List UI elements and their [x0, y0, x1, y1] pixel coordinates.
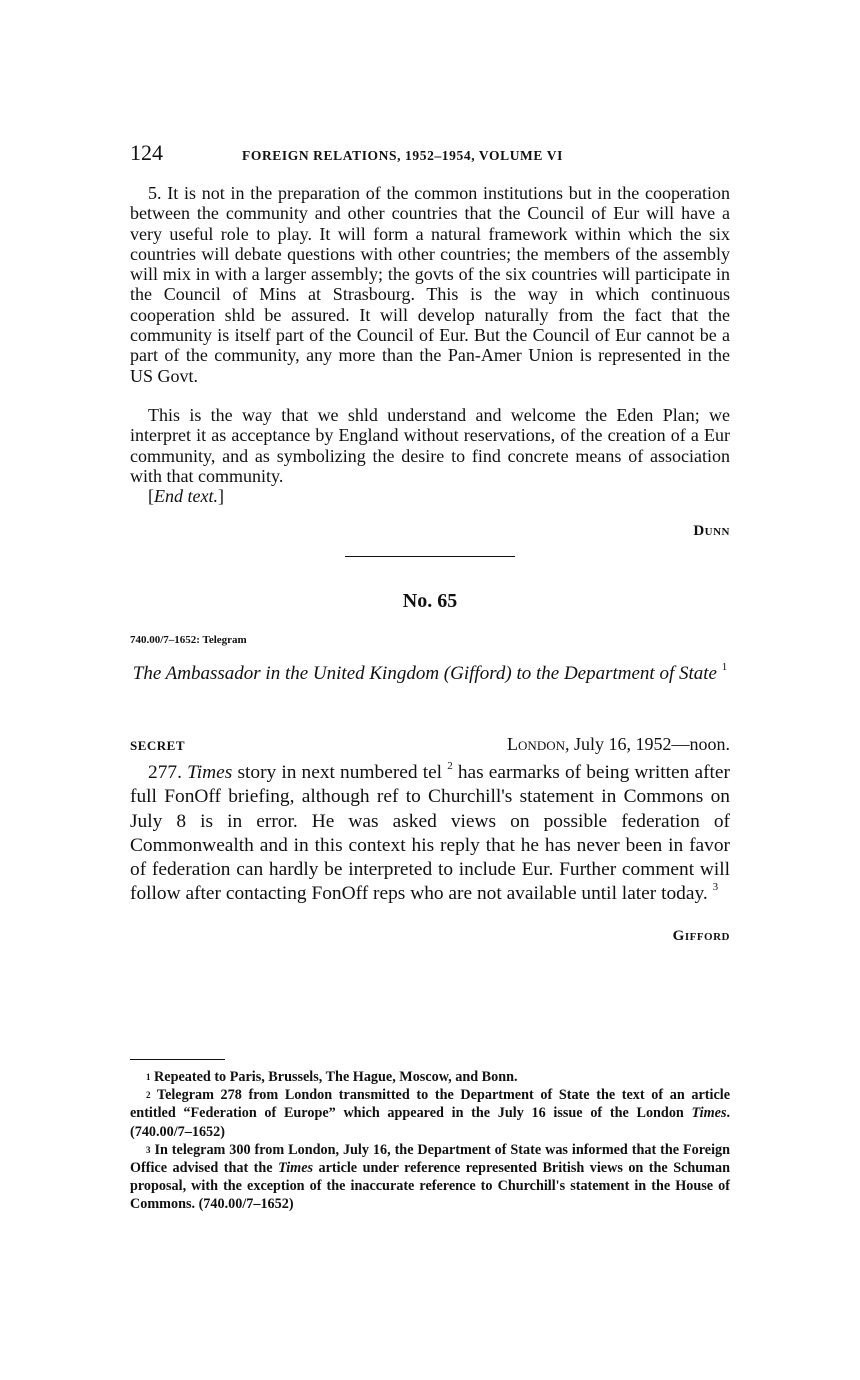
paragraph-5-text: 5. It is not in the preparation of the common institutions but in the cooperation between the community and other countries that the Council of Eur will have a very useful role to play. It will form a natural framework within which the six countries will debate questions with other countries; the members of the assembly will mix in with a larger assembly; the govts of the six countries will participate in the Council of Mins at Strasbourg. This is the way in which continuous cooperation shld be assured. It will develop naturally from the fact that the community is itself part of the Council of Eur. But the Council of Eur cannot be a part of the community, any more than the Pan-Amer Union is represented in the US Govt.: [130, 183, 730, 386]
telegram-paragraph: 277. Times story in next numbered tel $^2$ has earmarks of being written after full FonOff briefing, although ref to Churchill's statement in Commons on July 8 is in error. He was asked views on possible federation of Commonwealth and in this context his reply that he has never been in favor of federation can hardly be interpreted to include Eur. Further comment will follow after contacting FonOff reps who are not available until later today. $^3$: [130, 760, 730, 905]
footnote-rule: [130, 1059, 225, 1060]
place-date: [507, 734, 730, 755]
page-header: [130, 140, 730, 170]
footnote-ref-1: 1: [721, 661, 728, 673]
footnote-3: $^3$ In telegram 300 from London, July 16, the Department of State was informed that the Foreign Office advised that the Times article under reference represented British views on the Schuman proposal, with the exception of the inaccurate reference to Churchill's statement in the House of Commons. (740.00/7–1652): [130, 1141, 731, 1213]
end-text-marker: [End text.]: [148, 486, 224, 506]
document-title-text: The Ambassador in the United Kingdom (Gifford) to the Department of State: [132, 663, 717, 684]
document-title: [130, 662, 730, 686]
signature-gifford: Gifford: [672, 928, 730, 944]
page-number: 124: [130, 140, 163, 165]
running-head: FOREIGN RELATIONS, 1952–1954, VOLUME VI: [242, 148, 563, 163]
place: London,: [507, 734, 570, 754]
signature-dunn: Dunn: [693, 523, 730, 539]
footnote-ref-3: 3: [712, 881, 719, 894]
telegram-body: [130, 761, 730, 907]
footnotes: [130, 1068, 730, 1214]
footnote-ref-2: 2: [447, 760, 453, 772]
classification: SECRET: [130, 738, 186, 753]
footnote-2: $^2$ Telegram 278 from London transmitted to the Department of State the text of an article entitled “Federation of Europe” which appeared in the July 16 issue of the London Times. (740.00/7–1652): [130, 1087, 731, 1140]
file-reference: 740.00/7–1652: Telegram: [130, 634, 247, 646]
times-italic: Times: [187, 762, 233, 783]
paragraph-final-text: This is the way that we shld understand and welcome the Eden Plan; we interpret it as acceptance by England without reservations, of the creation of a Eur community, and as symbolizing the desire to find concrete means of association with that community.: [130, 405, 730, 486]
document-number: No. 65: [402, 590, 458, 612]
section-divider: [345, 556, 515, 557]
date: July 16, 1952—noon.: [573, 734, 730, 754]
footnote-1: $^1$ Repeated to Paris, Brussels, The Hague, Moscow, and Bonn.: [146, 1069, 518, 1085]
end-text-label: End text.: [154, 486, 218, 506]
paragraph-final: [130, 405, 730, 486]
dateline: [130, 734, 730, 758]
paragraph-5: [130, 183, 730, 386]
